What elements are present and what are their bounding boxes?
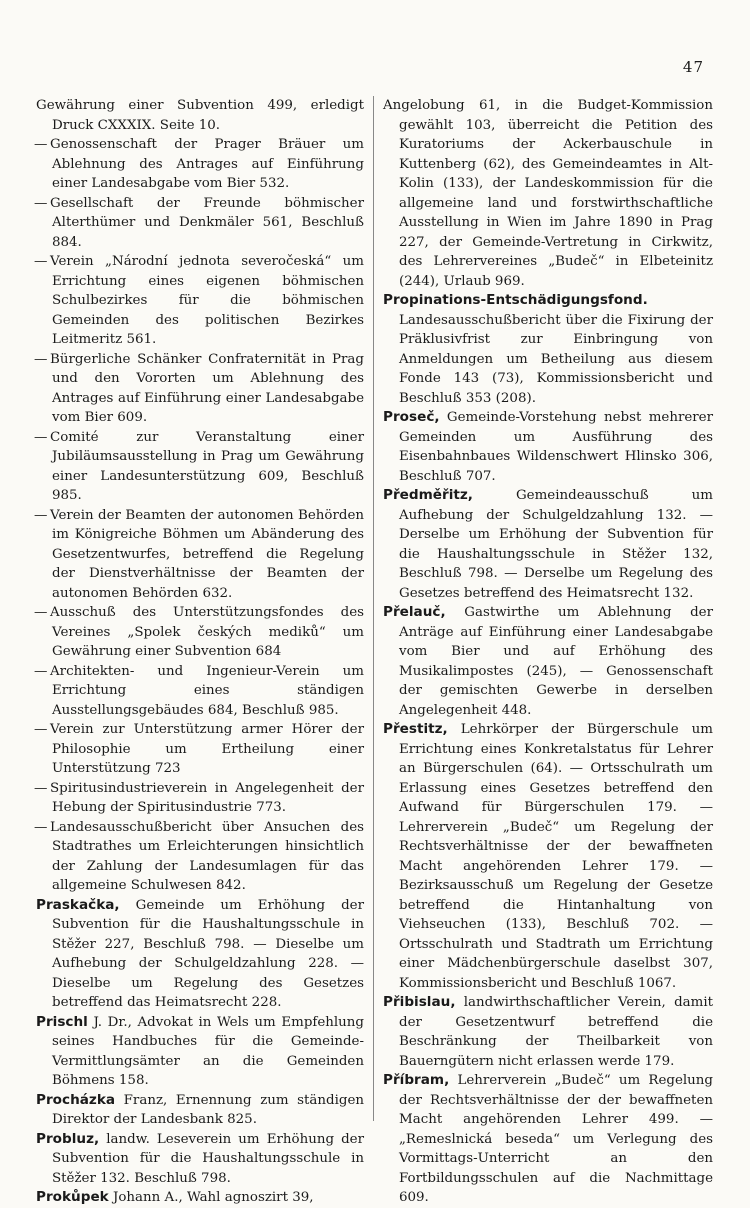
- continuation-text: [36, 96, 364, 135]
- dash-marker: —: [34, 780, 48, 796]
- dash-marker: —: [34, 429, 48, 445]
- right-column: [383, 96, 713, 1208]
- subentry-text: Verein der Beamten der autonomen Behörden im Königreiche Böhmen um Abänderung des Gesetzentwurfes, betreffend die Regelung der Dienstverhältnisse der Beamten der autonomen Behörden 632.: [50, 507, 364, 601]
- dash-marker: —: [34, 605, 48, 620]
- entry-heading: Přestitz,: [383, 721, 448, 737]
- entry-text: Gemeinde um Erhöhung der Subvention für die Haushaltungsschule in Stěžer 227, Beschluß 798. — Dieselbe um Aufhebung der Schulgeldzahlung 228. — Dieselbe um Regelung des Gesetzes betreffend das Heimatsrecht 228.: [52, 897, 364, 1010]
- entry-heading: Procházka: [36, 1091, 116, 1108]
- entry-text: Franz, Ernennung zum ständigen Direktor der Landesbank 825.: [52, 1092, 364, 1127]
- entry-heading: Probluz,: [36, 1130, 100, 1147]
- entry-text: landwirthschaftlicher Verein, damit der Gesetzentwurf betreffend die Beschränkung der Theilbarkeit von Bauerngütern nicht erlassen werde 179.: [399, 995, 713, 1069]
- entry-text: Lehrerverein „Budeč“ um Regelung der Rechtsverhältnisse der der bewaffneten Macht angehörenden Lehrer 499. — „Remeslnická beseda“ um Verlegung des Vormittags-Unterricht an den Fortbildungsschulen auf die Nachmittage 609.: [399, 1073, 713, 1205]
- index-entry: [383, 993, 713, 1071]
- entry-text: Angelobung 61, in die Budget-Kommission gewählt 103, überreicht die Petition des Kuratoriums der Ackerbauschule in Kuttenberg (62), des Gemeindeamtes in Alt-Kolin (133), der Landeskommission für die allgemeine land und forstwirthschaftliche Ausstellung in Wien im Jahre 1890 in Prag 227, der Gemeinde-Vertretung in Cirkwitz, des Lehrervereines „Budeč“ in Elbeteinitz (244), Urlaub 969.: [383, 98, 713, 289]
- subentry-text: Landesausschußbericht über Ansuchen des Stadtrathes um Erleichterungen hinsichtlich der Zahlung der Landesumlagen für das allgemeine Schulwesen 842.: [50, 819, 364, 893]
- dash-marker: —: [34, 195, 48, 211]
- index-entry: [36, 896, 364, 1013]
- dash-marker: —: [34, 351, 48, 367]
- dash-marker: —: [34, 507, 48, 523]
- subentry: [36, 194, 364, 253]
- subentry-text: Spiritusindustrieverein in Angelegenheit der Hebung der Spiritusindustrie 773.: [50, 780, 364, 815]
- entry-heading: Proseč,: [383, 409, 440, 425]
- entry-text: landw. Leseverein um Erhöhung der Subvention für die Haushaltungsschule in Stěžer 132. Beschluß 798.: [52, 1131, 364, 1186]
- index-entry: [383, 603, 713, 720]
- entry-heading: Předměřitz,: [383, 487, 473, 503]
- entry-heading: Prischl: [36, 1013, 88, 1030]
- subentry-list: [36, 135, 364, 896]
- subentry: [36, 720, 364, 779]
- index-entry: [383, 720, 713, 993]
- entry-heading: Praskačka,: [36, 896, 120, 913]
- dash-marker: —: [34, 254, 48, 269]
- subentry-text: Genossenschaft der Prager Bräuer um Ablehnung des Antrages auf Einführung einer Landesabgabe vom Bier 532.: [50, 137, 364, 191]
- subentry-text: Bürgerliche Schänker Confraternität in Prag und den Vororten um Ablehnung des Antrages auf Einführung einer Landesabgabe vom Bier 609.: [50, 351, 364, 425]
- subentry-text: Ausschuß des Unterstützungsfondes des Vereines „Spolek českých mediků“ um Gewährung einer Subvention 684: [50, 605, 364, 659]
- entry-text: Lehrkörper der Bürgerschule um Errichtung eines Konkretalstatus für Lehrer an Bürgerschulen (64). — Ortsschulrath um Erlassung eines Gesetzes betreffend den Aufwand für Bürgerschulen 179. — Lehrerverein „Budeč“ um Regelung der Rechtsverhältnisse der der bewaffneten Macht angehörenden Lehrer 179. — Bezirksausschuß um Regelung der Gesetze betreffend die Hintanhaltung von Viehseuchen (133), Beschluß 702. — Ortsschulrath und Stadtrath um Errichtung einer Mädchenbürgerschule daselbst 307, Kommissionsbericht und Beschluß 1067.: [399, 722, 713, 991]
- index-entry: [36, 1091, 364, 1130]
- entry-text: Landesausschußbericht über die Fixirung der Präklusivfrist zur Einbringung von Anmeldungen um Betheilung aus diesem Fonde 143 (73), Kommissionsbericht und Beschluß 353 (208).: [399, 312, 713, 406]
- dash-marker: —: [34, 819, 48, 835]
- subentry: [36, 779, 364, 818]
- subentry-text: Gesellschaft der Freunde böhmischer Alterthümer und Denkmäler 561, Beschluß 884.: [50, 195, 364, 250]
- entry-text: J. Dr., Advokat in Wels um Empfehlung seines Handbuches für die Gemeinde-Vermittlungsämter an die Gemeinden Böhmens 158.: [52, 1014, 364, 1088]
- entry-list: [36, 896, 364, 1208]
- index-entry: [383, 1071, 713, 1208]
- entry-text: Johann A., Wahl agnoszirt 39,: [112, 1190, 314, 1205]
- entry-text: Gastwirthe um Ablehnung der Anträge auf Einführung einer Landesabgabe vom Bier und auf Erhöhung des Musikalimpostes (245), — Genossenschaft der gemischten Gewerbe in derselben Angelegenheit 448.: [399, 605, 713, 718]
- page-number: 47: [682, 58, 704, 76]
- subentry: [36, 252, 364, 350]
- entry-heading: Příbram,: [383, 1072, 450, 1088]
- entry-heading: Přibislau,: [383, 994, 456, 1010]
- entry-list: [383, 291, 713, 1208]
- subentry: [36, 506, 364, 604]
- subentry-text: Verein zur Unterstützung armer Hörer der Philosophie um Ertheilung einer Unterstützung 723: [50, 722, 364, 776]
- index-entry: [36, 1013, 364, 1091]
- subentry: [36, 135, 364, 194]
- entry-text: Gemeinde-Vorstehung nebst mehrerer Gemeinden um Ausführung des Eisenbahnbaues Wildenschwert Hlinsko 306, Beschluß 707.: [399, 410, 713, 484]
- index-entry: [36, 1188, 364, 1208]
- index-entry: [383, 408, 713, 486]
- subentry-text: Comité zur Veranstaltung einer Jubiläumsausstellung in Prag um Gewährung einer Landesunterstützung 609, Beschluß 985.: [50, 429, 364, 503]
- column-divider: [373, 96, 374, 1121]
- entry-heading: Přelauč,: [383, 604, 446, 620]
- subentry-text: Architekten- und Ingenieur-Verein um Errichtung eines ständigen Ausstellungsgebäudes 684, Beschluß 985.: [50, 663, 364, 718]
- dash-marker: —: [34, 137, 48, 152]
- subentry: [36, 818, 364, 896]
- subentry: [36, 662, 364, 721]
- index-entry: [383, 486, 713, 603]
- subentry-text: Verein „Národní jednota severočeská“ um Errichtung eines eigenen böhmischen Schulbezirkes für die böhmischen Gemeinden des politischen Bezirkes Leitmeritz 561.: [50, 254, 364, 347]
- dash-marker: —: [34, 722, 48, 737]
- left-column: [36, 96, 364, 1208]
- subentry: [36, 603, 364, 662]
- index-entry: [36, 1130, 364, 1189]
- subentry: [36, 428, 364, 506]
- entry-heading: Propinations-Entschädigungsfond.: [383, 292, 648, 308]
- continuation-text: [383, 96, 713, 291]
- dash-marker: —: [34, 663, 48, 679]
- entry-heading: Prokůpek: [36, 1189, 109, 1205]
- index-entry: [383, 291, 713, 408]
- entry-text: Gewährung einer Subvention 499, erledigt Druck CXXXIX. Seite 10.: [36, 98, 364, 133]
- subentry: [36, 350, 364, 428]
- entry-text: Gemeindeausschuß um Aufhebung der Schulgeldzahlung 132. — Derselbe um Erhöhung der Subvention für die Haushaltungsschule in Stěžer 132, Beschluß 798. — Derselbe um Regelung des Gesetzes betreffend des Heimatsrecht 132.: [399, 488, 713, 601]
